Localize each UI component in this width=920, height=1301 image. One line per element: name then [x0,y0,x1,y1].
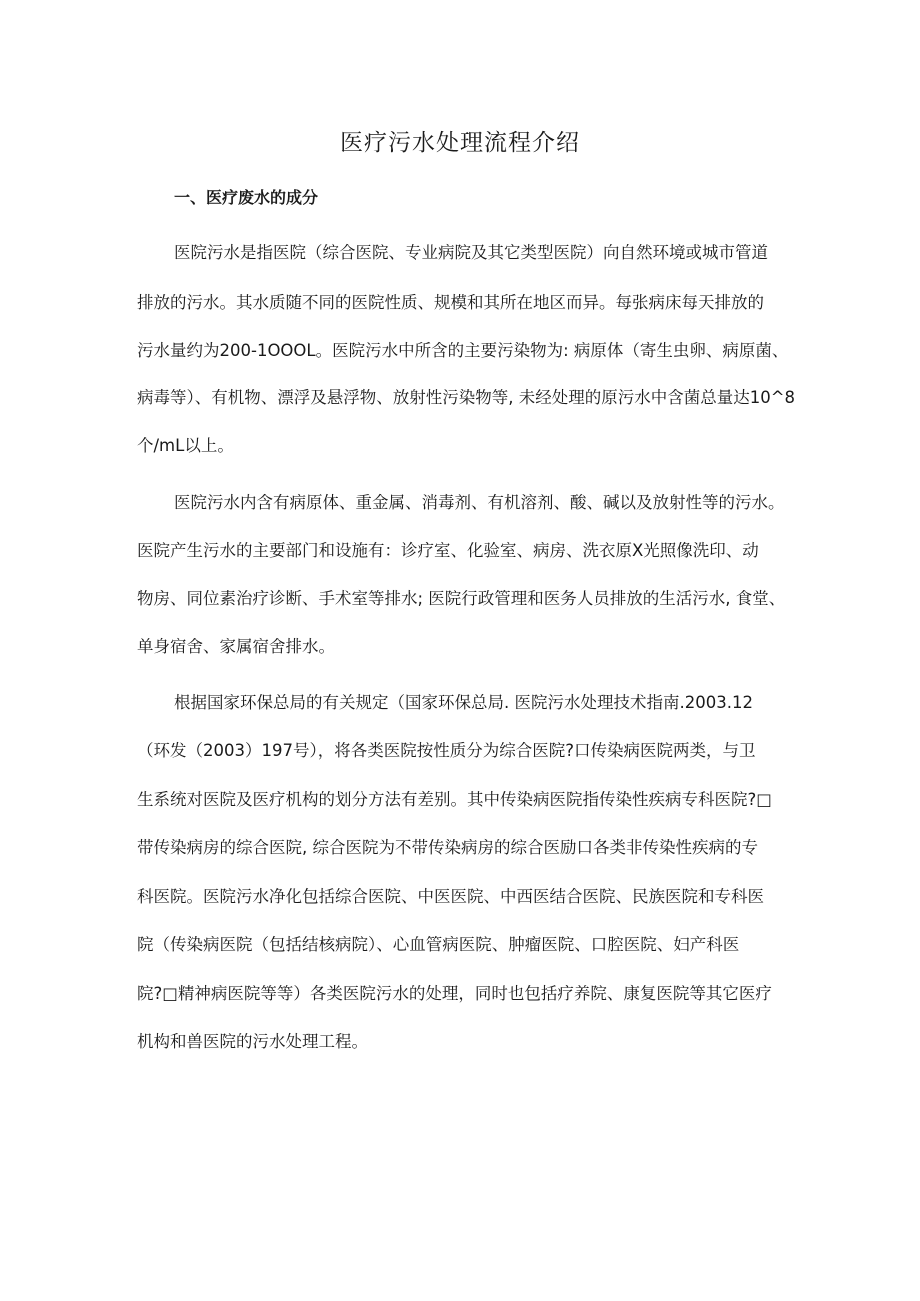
section-heading: 一、医疗废水的成分 [174,188,319,207]
paragraph-line: 带传染病房的综合医院, 综合医院为不带传染病房的综合医励口各类非传染性疾病的专 [137,838,758,857]
paragraph-line: 医院产生污水的主要部门和设施有：诊疗室、化验室、病房、洗衣原X光照像洗印、动 [137,541,759,560]
paragraph-line: 医院污水内含有病原体、重金属、消毒剂、有机溶剂、酸、碱以及放射性等的污水。 [174,493,785,512]
paragraph-line: 机构和兽医院的污水处理工程。 [137,1032,368,1051]
paragraph-line: 院（传染病医院（包括结核病院）、心血管病医院、肿瘤医院、口腔医院、妇产科医 [137,935,740,954]
paragraph-line: 单身宿舍、家属宿舍排水。 [137,637,335,656]
paragraph-line: 生系统对医院及医疗机构的划分方法有差别。其中传染病医院指传染性疾病专科医院?□ [137,790,772,809]
document-title: 医疗污水处理流程介绍 [340,130,580,156]
paragraph-line: 科医院。医院污水净化包括综合医院、中医医院、中西医结合医院、民族医院和专科医 [137,887,764,906]
paragraph-line: 物房、同位素治疗诊断、手术室等排水; 医院行政管理和医务人员排放的生活污水, 食堂、 [137,589,786,608]
paragraph-line: 根据国家环保总局的有关规定（国家环保总局. 医院污水处理技术指南.2003.12 [174,693,753,712]
paragraph-line: 排放的污水。其水质随不同的医院性质、规模和其所在地区而异。每张病床每天排放的 [137,293,764,312]
paragraph-line: （环发（2003）197号），将各类医院按性质分为综合医院?口传染病医院两类，与卫 [137,741,756,760]
paragraph-line: 病毒等）、有机物、漂浮及悬浮物、放射性污染物等, 未经处理的原污水中含菌总量达10^8 [137,388,796,407]
paragraph-line: 医院污水是指医院（综合医院、专业病院及其它类型医院）向自然环境或城市管道 [174,243,768,262]
paragraph-line: 个/mL以上。 [137,436,234,455]
paragraph-line: 污水量约为200-1OOOL。医院污水中所含的主要污染物为: 病原体（寄生虫卵、病原菌、 [137,341,789,360]
paragraph-line: 院?□精神病医院等等）各类医院污水的处理，同时也包括疗养院、康复医院等其它医疗 [137,984,772,1003]
